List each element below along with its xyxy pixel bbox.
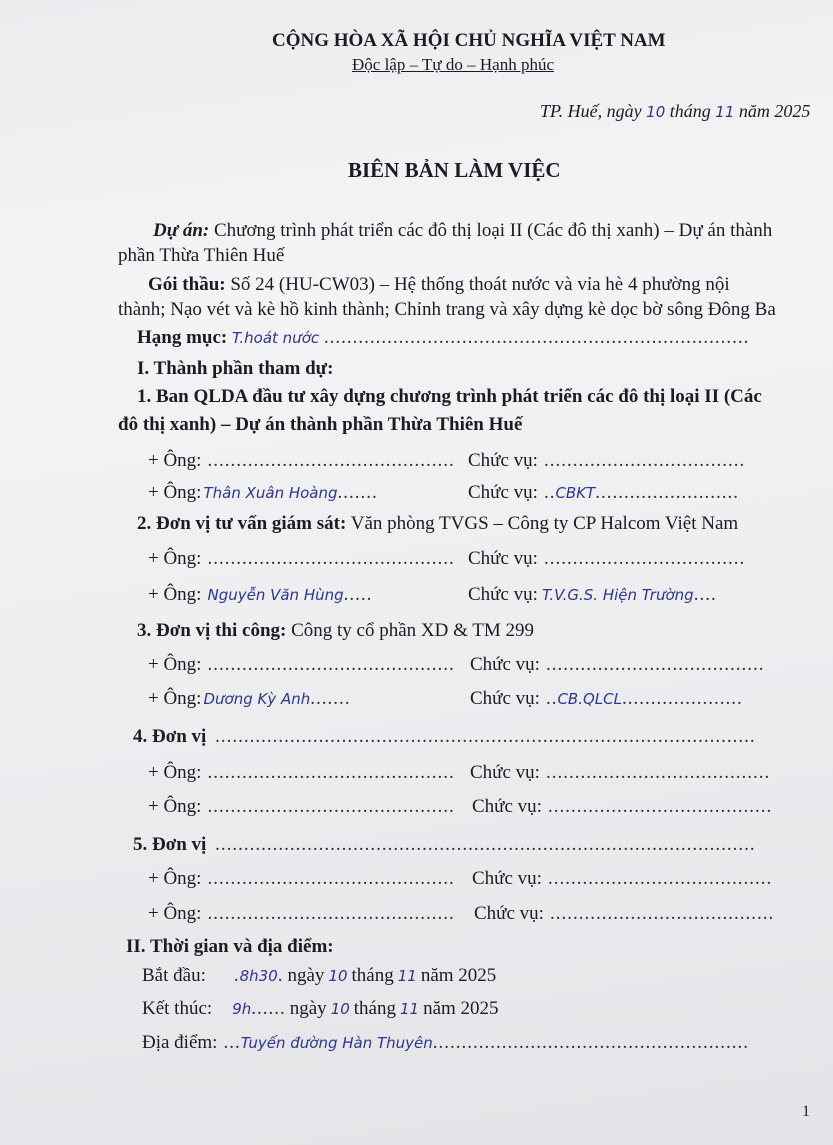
end-time-handwritten: 9h [232,1000,252,1018]
section2-heading: II. Thời gian và địa điểm: [126,936,334,957]
unit3-label: 3. Đơn vị thi công: [137,620,287,641]
person-label: + Ông: [148,868,202,889]
person-label: + Ông: [148,450,202,471]
unit5-line: 5. Đơn vị .............................................................................................. [133,834,756,855]
unit4-person-row-2: + Ông: ........................................... [148,796,455,817]
date-year: năm 2025 [738,101,811,121]
position-label: Chức vụ: [468,482,538,503]
unit1-person-row-2: + Ông: Thân Xuân Hoàng ....... [148,482,378,503]
unit3-position-handwritten: CB.QLCL [557,690,622,708]
start-time-handwritten: 8h30 [239,967,278,985]
unit1-position-handwritten: CBKT [555,484,596,502]
unit3-name-handwritten: Dương Kỳ Anh [203,690,311,708]
unit3-line [137,620,534,642]
end-month: 11 [400,1000,420,1018]
date-month-label: tháng [669,101,711,121]
date-day: 10 [646,103,666,121]
package-label: Gói thầu: [148,274,226,295]
unit1-person-row-1: + Ông: ........................................... [148,450,455,471]
unit5-person-row-2: + Ông: ........................................... [148,903,455,924]
place-row: Địa điểm: ... Tuyến đường Hàn Thuyên ....................................................... [142,1032,750,1053]
person-label: + Ông: [148,903,202,924]
unit3-person-row-1: + Ông: ........................................... [148,654,455,675]
person-label: + Ông: [148,688,202,709]
position-label: Chức vụ: [470,654,540,675]
position-label: Chức vụ: [470,762,540,783]
item-line: Hạng mục: T.hoát nước .......................................................................... [137,327,750,348]
place-handwritten: Tuyến đường Hàn Thuyên [240,1034,433,1052]
unit2-person-row-2: + Ông: Nguyễn Văn Hùng ..... [148,584,373,605]
unit2-person-row-1: + Ông: ........................................... [148,548,455,569]
place-label: Địa điểm: [142,1032,218,1053]
date-month: 11 [715,103,735,121]
national-title: CỘNG HÒA XÃ HỘI CHỦ NGHĨA VIỆT NAM [272,30,666,51]
document-title: BIÊN BẢN LÀM VIỆC [348,158,561,182]
start-month: 11 [397,967,417,985]
project-text-1: Chương trình phát triển các đô thị loại II (Các đô thị xanh) – Dự án thành [214,220,773,241]
date-prefix: TP. Huế, ngày [540,101,642,121]
package-text-1: Số 24 (HU-CW03) – Hệ thống thoát nước và vỉa hè 4 phường nội [230,274,730,295]
unit5-position-row-2: Chức vụ: ....................................... [474,903,775,924]
unit4-position-row-1: Chức vụ: ....................................... [470,762,771,783]
unit4-label: 4. Đơn vị [133,726,207,747]
start-year: năm 2025 [420,965,497,986]
package-line-1 [148,274,730,296]
unit5-label: 5. Đơn vị [133,834,207,855]
unit4-person-row-1: + Ông: ........................................... [148,762,455,783]
start-row: Bắt đầu: . 8h30 . ngày 10 tháng 11 năm 2025 [142,965,497,986]
unit3-person-row-2: + Ông: Dương Kỳ Anh ....... [148,688,351,709]
start-label: Bắt đầu: [142,965,206,986]
unit2-label: 2. Đơn vị tư vấn giám sát: [137,513,347,534]
position-label: Chức vụ: [468,548,538,569]
position-label: Chức vụ: [470,688,540,709]
unit1-position-row-2: Chức vụ: .. CBKT ......................... [468,482,739,503]
unit2-name-handwritten: Nguyễn Văn Hùng [207,586,344,604]
unit1-line-1: 1. Ban QLDA đầu tư xây dựng chương trình phát triển các đô thị loại II (Các [137,386,762,407]
person-label: + Ông: [148,796,202,817]
unit5-position-row-1: Chức vụ: ....................................... [472,868,773,889]
person-label: + Ông: [148,548,202,569]
unit2-position-row-2: Chức vụ: T.V.G.S. Hiện Trường .... [468,584,717,605]
position-label: Chức vụ: [468,450,538,471]
item-label: Hạng mục: [137,327,228,348]
package-text-2: thành; Nạo vét và kè hồ kinh thành; Chỉnh trang và xây dựng kè dọc bờ sông Đông Ba [118,299,776,320]
unit4-position-row-2: Chức vụ: ....................................... [472,796,773,817]
unit3-position-row-1: Chức vụ: ...................................... [470,654,765,675]
unit1-name-handwritten: Thân Xuân Hoàng [203,484,338,502]
motto: Độc lập – Tự do – Hạnh phúc [352,55,554,74]
end-label: Kết thúc: [142,998,213,1019]
person-label: + Ông: [148,762,202,783]
position-label: Chức vụ: [474,903,544,924]
project-line-1 [153,220,772,242]
start-month-label: tháng [351,965,394,986]
start-day: 10 [328,967,348,985]
end-day-label: ngày [289,998,327,1019]
unit2-position-row-1: Chức vụ: ................................... [468,548,746,569]
section1-heading: I. Thành phần tham dự: [137,358,334,379]
position-label: Chức vụ: [472,868,542,889]
end-month-label: tháng [353,998,396,1019]
end-row: Kết thúc: 9h ...... ngày 10 tháng 11 năm 2025 [142,998,499,1019]
unit3-text: Công ty cổ phần XD & TM 299 [291,620,535,641]
project-text-2: phần Thừa Thiên Huế [118,245,285,266]
person-label: + Ông: [148,482,202,503]
project-label: Dự án: [153,220,210,241]
position-label: Chức vụ: [468,584,538,605]
unit2-text: Văn phòng TVGS – Công ty CP Halcom Việt Nam [350,513,739,534]
unit2-position-handwritten: T.V.G.S. Hiện Trường [541,586,694,604]
item-handwritten: T.hoát nước [232,329,320,347]
unit2-line [137,513,738,535]
position-label: Chức vụ: [472,796,542,817]
person-label: + Ông: [148,654,202,675]
date-line [540,101,810,122]
end-year: năm 2025 [423,998,499,1019]
unit4-line: 4. Đơn vị .............................................................................................. [133,726,756,747]
end-day: 10 [330,1000,350,1018]
unit1-line-2: đô thị xanh) – Dự án thành phần Thừa Thiên Huế [118,414,523,435]
unit3-position-row-2: Chức vụ: .. CB.QLCL ..................... [470,688,743,709]
unit5-person-row-1: + Ông: ........................................... [148,868,455,889]
unit1-position-row-1: Chức vụ: ................................... [468,450,746,471]
start-day-label: ngày [287,965,325,986]
person-label: + Ông: [148,584,202,605]
page-number: 1 [802,1103,810,1120]
